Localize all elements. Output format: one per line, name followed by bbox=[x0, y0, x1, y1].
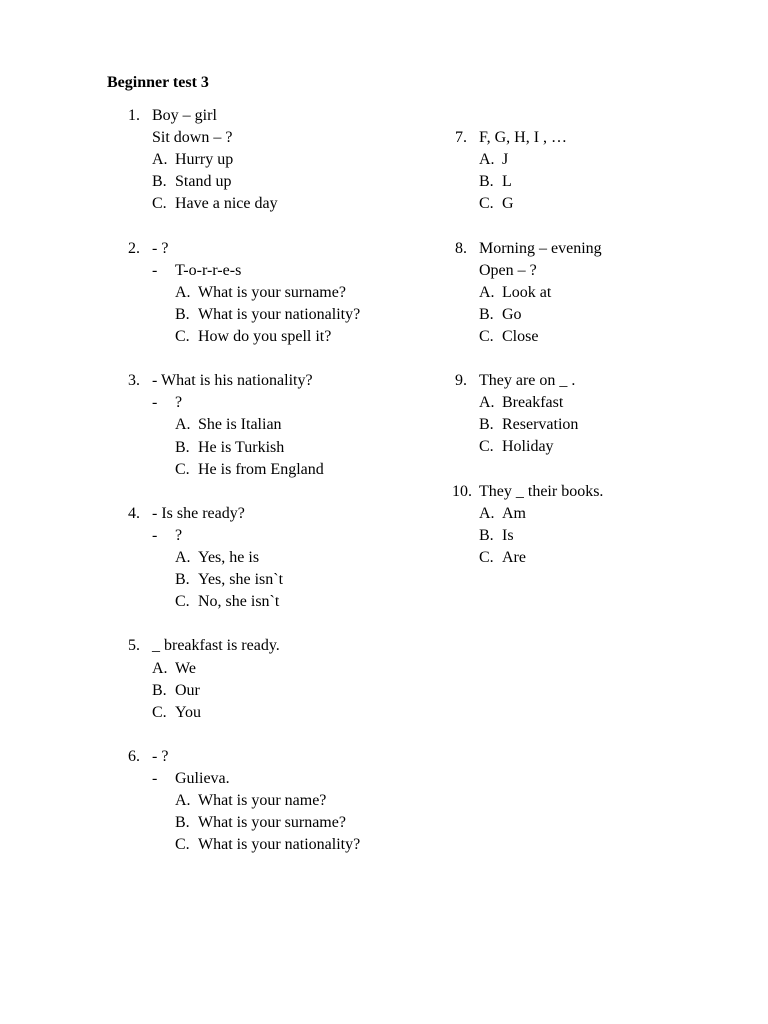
option-letter: B. bbox=[175, 438, 190, 456]
question-number: 4. bbox=[128, 504, 140, 522]
option-letter: C. bbox=[175, 593, 190, 611]
option-text: Close bbox=[502, 327, 539, 345]
dash-marker: - bbox=[152, 770, 158, 787]
option-text: How do you spell it? bbox=[198, 328, 332, 345]
option-text: Have a nice day bbox=[175, 195, 278, 213]
option-letter: B. bbox=[175, 305, 190, 323]
question-number: 3. bbox=[128, 372, 140, 390]
option-letter: C. bbox=[152, 195, 167, 213]
question-number: 1. bbox=[128, 107, 140, 124]
option-letter: B. bbox=[152, 173, 167, 191]
option-text: What is your nationality? bbox=[198, 836, 361, 854]
option-text: Am bbox=[502, 504, 526, 522]
question-text: ? bbox=[175, 394, 183, 412]
question-text: _ breakfast is ready. bbox=[152, 637, 280, 655]
question-text: T-o-r-r-e-s bbox=[175, 261, 242, 279]
question-text: - ? bbox=[152, 747, 169, 765]
option-letter: A. bbox=[479, 394, 495, 412]
question-text: - What is his nationality? bbox=[152, 372, 313, 390]
question-text: - ? bbox=[152, 239, 169, 257]
question-number: 10. bbox=[452, 482, 472, 500]
option-text: L bbox=[502, 173, 512, 191]
option-letter: B. bbox=[152, 681, 167, 699]
option-text: What is your surname? bbox=[198, 814, 346, 832]
question-text: - Is she ready? bbox=[152, 504, 245, 522]
option-text: What is your nationality? bbox=[198, 305, 361, 323]
option-letter: C. bbox=[175, 328, 190, 345]
option-letter: C. bbox=[479, 195, 494, 213]
option-letter: C. bbox=[479, 327, 494, 345]
dash-marker: - bbox=[152, 526, 158, 544]
option-letter: A. bbox=[479, 151, 495, 169]
option-text: Are bbox=[502, 548, 526, 566]
option-letter: B. bbox=[479, 416, 494, 434]
option-text: Breakfast bbox=[502, 394, 564, 412]
question-text: They are on _ . bbox=[479, 372, 576, 390]
option-letter: A. bbox=[175, 416, 191, 434]
option-letter: B. bbox=[175, 814, 190, 832]
option-letter: B. bbox=[479, 173, 494, 191]
option-letter: A. bbox=[175, 549, 191, 566]
option-text: Reservation bbox=[502, 416, 579, 434]
question-text: Open – ? bbox=[479, 261, 537, 279]
option-letter: C. bbox=[479, 438, 494, 456]
option-letter: A. bbox=[175, 792, 191, 810]
option-text: J bbox=[502, 151, 509, 169]
option-text: Yes, he is bbox=[198, 549, 260, 566]
option-text: Hurry up bbox=[175, 151, 234, 169]
option-text: Look at bbox=[502, 283, 552, 301]
question-number: 6. bbox=[128, 747, 140, 765]
page-title: Beginner test 3 bbox=[107, 74, 209, 91]
option-text: Holiday bbox=[502, 438, 554, 456]
dash-marker: - bbox=[152, 261, 158, 279]
option-letter: C. bbox=[152, 703, 167, 721]
option-letter: B. bbox=[175, 571, 190, 589]
option-text: What is your surname? bbox=[198, 283, 346, 301]
option-letter: B. bbox=[479, 526, 494, 544]
question-text: F, G, H, I , … bbox=[479, 129, 568, 146]
option-text: He is from England bbox=[198, 460, 324, 478]
option-letter: C. bbox=[175, 460, 190, 478]
question-text: Morning – evening bbox=[479, 239, 602, 257]
option-text: You bbox=[175, 703, 201, 721]
question-number: 9. bbox=[455, 372, 467, 390]
question-number: 8. bbox=[455, 239, 467, 257]
option-text: What is your name? bbox=[198, 792, 327, 810]
option-letter: C. bbox=[479, 548, 494, 566]
question-text: Sit down – ? bbox=[152, 129, 233, 147]
option-text: He is Turkish bbox=[198, 438, 285, 456]
option-text: She is Italian bbox=[198, 416, 282, 434]
question-text: ? bbox=[175, 526, 183, 544]
option-text: Our bbox=[175, 681, 200, 699]
option-text: No, she isn`t bbox=[198, 593, 280, 611]
dash-marker: - bbox=[152, 394, 158, 412]
option-text: We bbox=[175, 659, 196, 677]
option-text: Is bbox=[502, 526, 514, 544]
question-number: 5. bbox=[128, 637, 140, 655]
question-number: 2. bbox=[128, 239, 140, 257]
option-text: G bbox=[502, 195, 514, 213]
option-letter: A. bbox=[175, 283, 191, 301]
option-text: Stand up bbox=[175, 173, 232, 191]
option-letter: B. bbox=[479, 305, 494, 323]
option-letter: A. bbox=[152, 659, 168, 677]
option-letter: A. bbox=[152, 151, 168, 169]
option-text: Go bbox=[502, 305, 522, 323]
option-letter: C. bbox=[175, 836, 190, 854]
option-letter: A. bbox=[479, 283, 495, 301]
question-text: Boy – girl bbox=[152, 107, 217, 124]
option-letter: A. bbox=[479, 504, 495, 522]
question-text: Gulieva. bbox=[175, 770, 230, 787]
option-text: Yes, she isn`t bbox=[198, 571, 284, 589]
question-text: They _ their books. bbox=[479, 482, 604, 500]
question-number: 7. bbox=[455, 129, 467, 146]
